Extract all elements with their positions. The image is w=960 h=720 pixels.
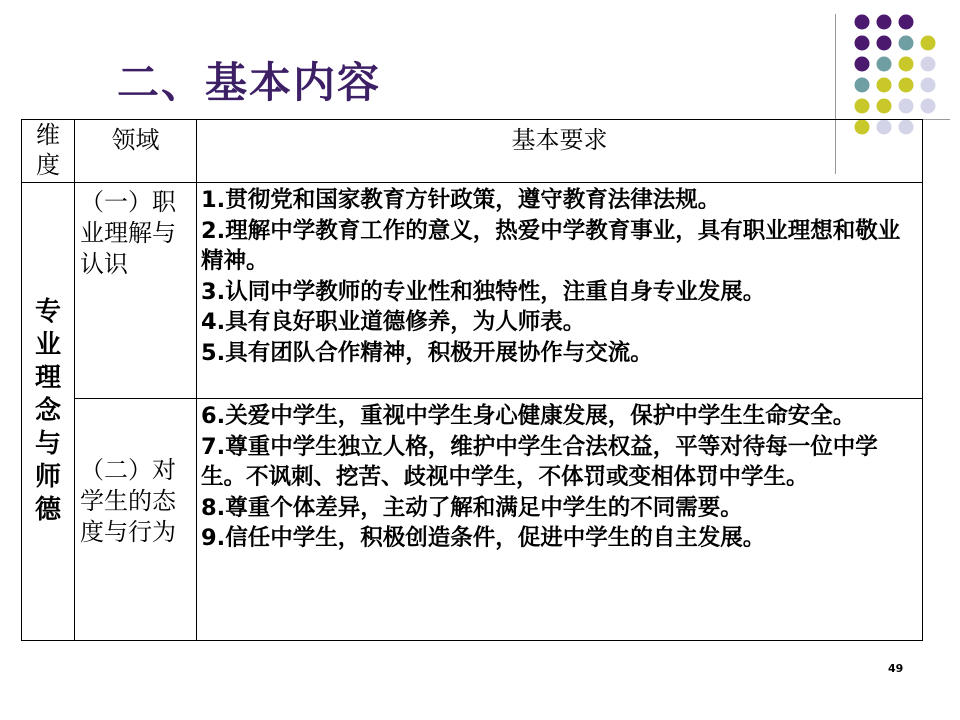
requirement-item: 6.关爱中学生，重视中学生身心健康发展，保护中学生生命安全。 [201, 403, 856, 429]
dimension-char: 专 [34, 297, 61, 327]
dimension-cell [22, 183, 75, 641]
dimension-char: 德 [34, 495, 61, 525]
header-requirements: 基本要求 [197, 120, 923, 183]
decorative-dot [855, 15, 870, 30]
domain-line: （二）对 [80, 456, 176, 484]
decorative-dot [877, 57, 892, 72]
decorative-dot [877, 36, 892, 51]
requirement-item: 2.理解中学教育工作的意义，热爱中学教育事业，具有职业理想和敬业精神。 [201, 217, 901, 274]
domain-cell-2 [75, 399, 197, 641]
dimension-char: 与 [34, 429, 61, 459]
decorative-dot [877, 99, 892, 114]
decorative-dot [877, 78, 892, 93]
dimension-char: 业 [34, 330, 61, 360]
decorative-dot [899, 15, 914, 30]
decorative-dot [899, 99, 914, 114]
decorative-dot [899, 36, 914, 51]
dimension-char: 理 [34, 363, 61, 393]
domain-line: 学生的态 [80, 487, 176, 515]
requirement-item: 9.信任中学生，积极创造条件，促进中学生的自主发展。 [201, 525, 766, 551]
requirements-cell-2 [197, 399, 923, 641]
requirement-item: 4.具有良好职业道德修养，为人师表。 [201, 309, 586, 335]
slide-title: 二、基本内容 [117, 58, 382, 107]
decorative-dot [921, 57, 936, 72]
header-domain: 领域 [75, 120, 197, 183]
decorative-dot [921, 99, 936, 114]
decorative-dot [921, 78, 936, 93]
decorative-dot [855, 57, 870, 72]
table-row [22, 183, 923, 399]
header-dimension [22, 120, 75, 183]
requirement-item: 1.贯彻党和国家教育方针政策，遵守教育法律法规。 [201, 187, 721, 213]
standards-table [21, 119, 923, 641]
requirement-item: 5.具有团队合作精神，积极开展协作与交流。 [201, 339, 653, 366]
decorative-dot [921, 36, 936, 51]
decorative-dot [855, 36, 870, 51]
decorative-dot [899, 57, 914, 72]
requirement-item: 3.认同中学教师的专业性和独特性，注重自身专业发展。 [201, 278, 766, 305]
requirements-cell-1 [197, 183, 923, 399]
domain-line: 业理解与 [80, 219, 176, 247]
table-row [22, 399, 923, 641]
domain-cell-1 [75, 183, 197, 399]
dimension-char: 师 [34, 462, 61, 492]
page-number: 49 [888, 662, 904, 675]
header-dimension-label: 维度 [36, 121, 60, 179]
decorative-dot [899, 78, 914, 93]
decorative-dot [877, 15, 892, 30]
decorative-dot [855, 78, 870, 93]
domain-line: （一）职 [80, 188, 176, 216]
table-header-row [22, 120, 923, 183]
decorative-dot [855, 99, 870, 114]
domain-line: 认识 [80, 250, 128, 278]
requirement-item: 8.尊重个体差异，主动了解和满足中学生的不同需要。 [201, 494, 743, 521]
requirement-item: 7.尊重中学生独立人格，维护中学生合法权益，平等对待每一位中学生。不讽刺、挖苦、歧视中学生，不体罚或变相体罚中学生。 [201, 433, 878, 490]
dimension-char: 念 [34, 396, 61, 426]
domain-line: 度与行为 [80, 518, 176, 546]
